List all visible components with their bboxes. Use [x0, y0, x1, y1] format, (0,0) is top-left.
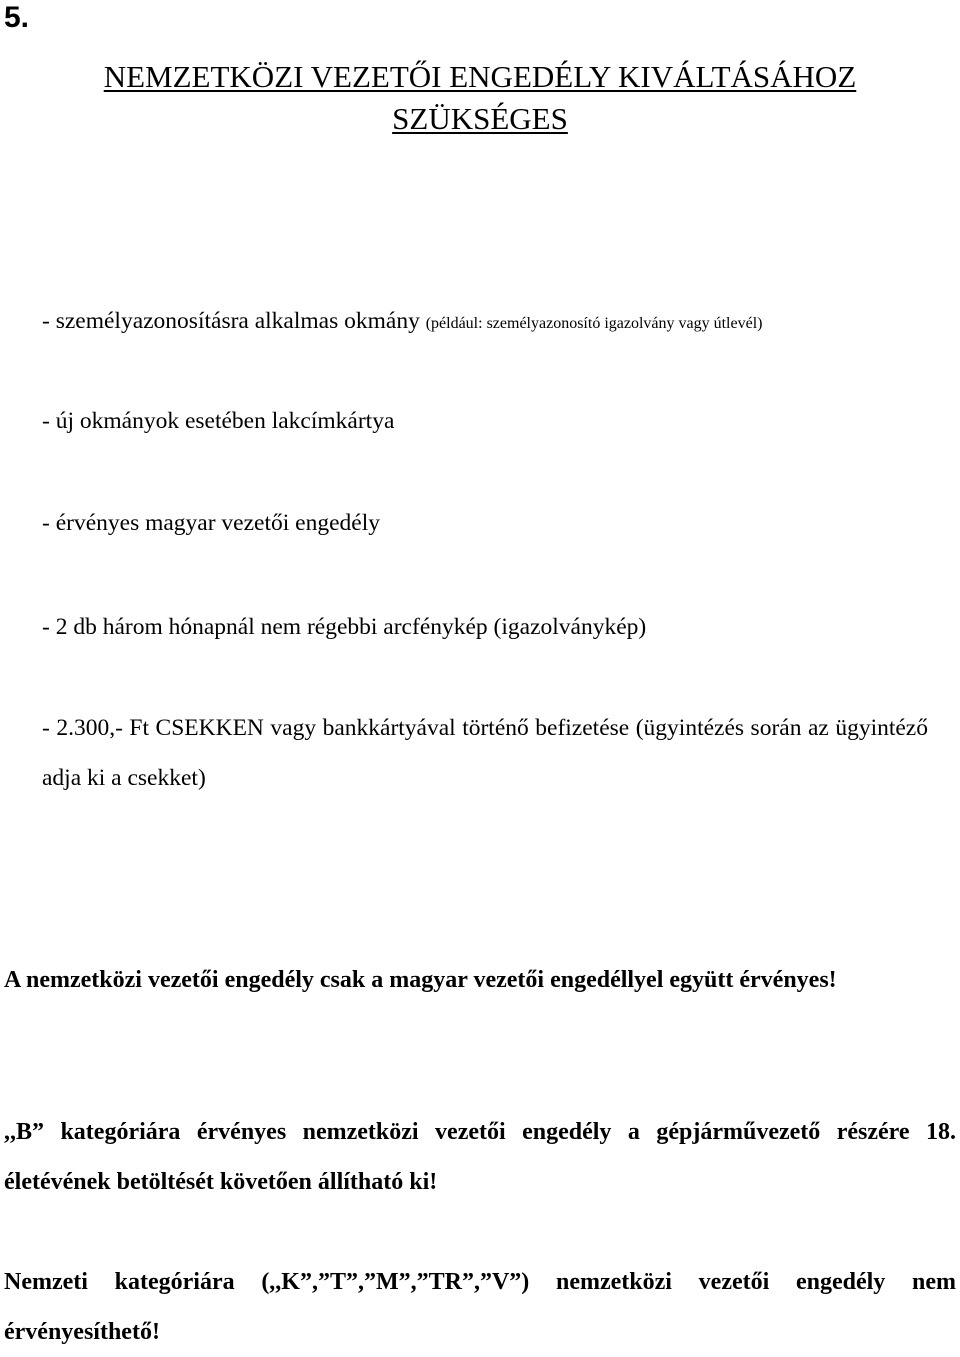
notice-validity: A nemzetközi vezetői engedély csak a magyar vezetői engedéllyel együtt érvényes!	[4, 967, 837, 993]
requirement-item-address-card	[42, 396, 394, 446]
requirement-item-id-document	[42, 296, 762, 349]
notice-category-b: ,,B” kategóriára érvényes nemzetközi vezetői engedély a gépjárművezető részére 18. életévének betöltését követően állítható ki!	[4, 1119, 956, 1195]
requirement-text: - 2 db három hónapnál nem régebbi arcfénykép (igazolványkép)	[42, 614, 647, 640]
page-title	[0, 56, 960, 140]
requirement-note: (például: személyazonosító igazolvány vagy útlevél)	[425, 315, 763, 332]
requirement-text: - személyazonosításra alkalmas okmány	[42, 308, 420, 334]
requirement-item-fee	[42, 703, 928, 803]
notice-national-categories: Nemzeti kategóriára (,,K”,”T”,”M”,”TR”,”V”) nemzetközi vezetői engedély nem érvényesíthető!	[4, 1269, 956, 1345]
requirement-item-photos	[42, 602, 646, 652]
title-line-1: NEMZETKÖZI VEZETŐI ENGEDÉLY KIVÁLTÁSÁHOZ	[103, 59, 857, 94]
requirement-text: - érvényes magyar vezetői engedély	[42, 510, 380, 536]
page-number: 5.	[4, 1, 30, 34]
title-line-2: SZÜKSÉGES	[392, 101, 568, 136]
requirement-text: - 2.300,- Ft CSEKKEN vagy bankkártyával történő befizetése (ügyintézés során az ügyintéző adja ki a csekket)	[42, 715, 928, 791]
requirement-item-driving-licence	[42, 498, 380, 548]
requirement-text: - új okmányok esetében lakcímkártya	[42, 408, 395, 434]
